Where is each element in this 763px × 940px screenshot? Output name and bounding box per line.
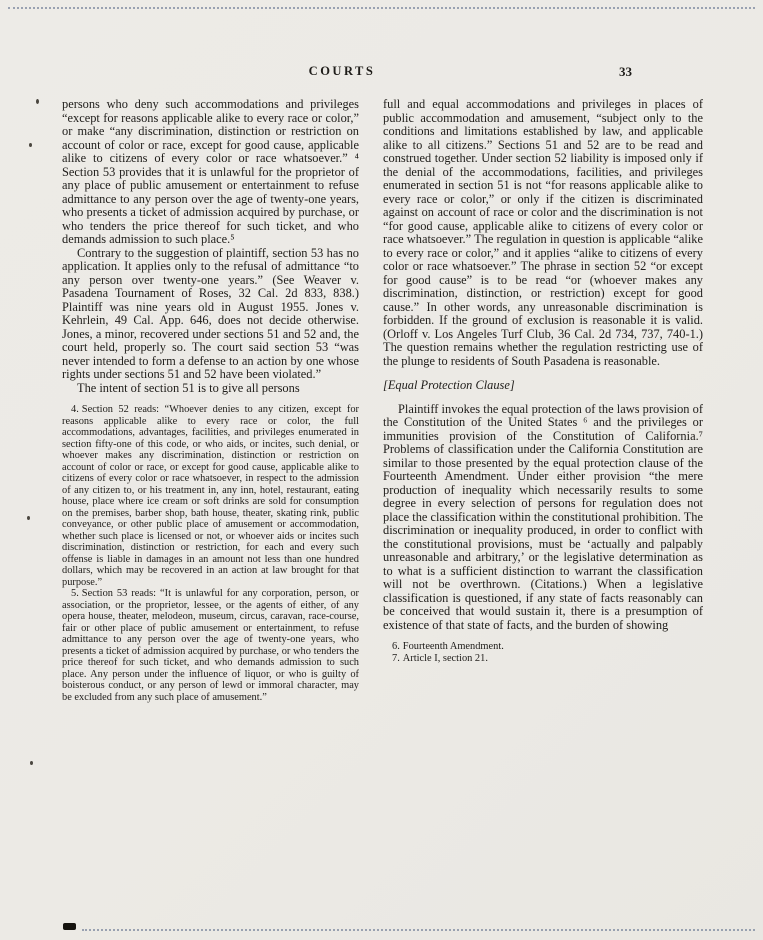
footnote-text: Article I, section 21. <box>402 652 488 664</box>
footnote-number: 4. <box>71 404 79 415</box>
left-column <box>62 98 359 703</box>
scan-perforation-bottom <box>82 929 755 931</box>
right-column <box>383 98 703 703</box>
scan-speck <box>30 761 33 765</box>
footnotes-right <box>383 641 703 664</box>
footnote-4 <box>62 404 359 588</box>
scan-speck <box>27 516 30 520</box>
body-paragraph: full and equal accommodations and privileges in places of public accommodation and amusement, “subject only to the conditions and limitations established by law, and applicable alike to all citizens.” Sections 51 and 52 are to be read and construed together. Under section 52 liability is imposed only if the denial of the accommodations, facilities, and privileges enumerated in section 51 is not “for reasons applicable alike to every race or color,” or only if the citizen is discriminated against on account of race or color and the discrimination is not “for good cause, applicable alike to citizens of every color or race whatsoever.” The regulation in question is applicable “alike to every race or color,” and it applies “alike to citizens of every color or race whatsoever.” The phrase in section 52 “or except for good cause” is to be read “or (whoever makes any discrimination, distinction, or restriction) except for good cause.” In other words, any unreasonable discrimination is forbidden. If the ground of exclusion is reasonable it is valid. (Orloff v. Los Angeles Turf Club, 36 Cal. 2d 734, 737, 740-1.) The question remains whether the regulation restricting use of the plunge to residents of South Pasadena is reasonable. <box>383 97 703 368</box>
text-columns <box>62 98 703 703</box>
footnote-number: 6. <box>392 641 400 652</box>
footnote-text: Section 53 reads: “It is unlawful for any corporation, person, or association, or the proprietor, lessee, or the agents of either, of any opera house, theater, melodeon, museum, circus, caravan, race-course, fair or other place of public amusement or entertainment, to refuse admittance to any person over the age of twenty-one years, who presents a ticket of admission acquired by purchase, or who tenders the price thereof for such ticket, and who demands admission to such place. Any person under the influence of liquor, or who is guilty of boisterous conduct, or any person of lewd or immoral character, may be excluded from any such place of amusement.” <box>62 588 359 703</box>
footnote-text: Section 52 reads: “Whoever denies to any citizen, except for reasons applicable alike to every race or color, the full accommodations, advantages, facilities, and privileges enumerated in section fifty-one of this code, or who aids, or incites, such denial, or whoever makes any discrimination, distinction or restriction on account of color or race, or except for good cause, applicable alike to citizens of every color or race whatsoever, in respect to the admission of any citizen to, or his treatment in, any inn, hotel, restaurant, eating house, place where ice cream or soft drinks are sold for consumption on the premises, barber shop, bath house, theater, skating rink, public conveyance, or other public place of amusement or accommodation, whether such place is licensed or not, or whoever aids or incites such discrimination, distinction or restriction, for each and every such offense is liable in damages in an amount not less than one hundred dollars, which may be recovered in an action at law brought for that purpose.” <box>62 404 359 588</box>
scan-perforation-top <box>8 7 755 9</box>
section-heading: [Equal Protection Clause] <box>383 378 515 392</box>
scan-speck <box>36 99 39 104</box>
footnote-5 <box>62 588 359 703</box>
body-paragraph: Plaintiff invokes the equal protection of the laws provision of the Constitution of the United States ⁶ and the privileges or immunities provision of the Constitution of California.⁷ Problems of classification under the California Constitution are similar to those presented by the equal protection clause of the Fourteenth Amendment. Under either provision “the mere production of inequality which necessarily results to some degree in every selection of persons for regulation does not place the classification within the constitutional prohibition. The discrimination or inequality produced, in order to conflict with the constitutional provisions, must be ‘actually and palpably unreasonable and arbitrary,’ or the legislative determination as to what is a sufficient distinction to warrant the classification will not be overthrown. (Citations.) When a legislative classification is questioned, if any state of facts reasonably can be conceived that would sustain it, there is a presumption of existence of that state of facts, and the burden of showing <box>383 401 703 632</box>
footnotes-left <box>62 404 359 703</box>
footnote-text: Fourteenth Amendment. <box>402 641 504 652</box>
footnote-7 <box>383 653 703 665</box>
scan-artifact <box>63 923 76 930</box>
running-head: COURTS <box>308 64 376 78</box>
footnote-6 <box>383 641 703 653</box>
page-number: 33 <box>619 64 632 79</box>
footnote-number: 5. <box>71 588 79 599</box>
scan-speck <box>29 143 32 147</box>
body-paragraph: The intent of section 51 is to give all persons <box>77 380 300 395</box>
body-paragraph: Contrary to the suggestion of plaintiff, section 53 has no application. It applies only to the refusal of admittance “to any person over twenty-one years.” (See Weaver v. Pasadena Tournament of Roses, 32 Cal. 2d 833, 838.) Plaintiff was nine years old in August 1955. Jones v. Kehrlein, 49 Cal. App. 646, does not decide otherwise. Jones, a minor, recovered under sections 51 and 52 and, the court held, properly so. The court said section 53 “was never intended to form a defense to an action by one whose rights under sections 51 and 52 have been violated.” <box>62 245 359 381</box>
page-header <box>62 64 702 82</box>
footnote-number: 7. <box>392 652 400 664</box>
body-paragraph: persons who deny such accommodations and privileges “except for reasons applicable alike to every race or color,” or make “any discrimination, distinction or restriction on account of color or race, except for good cause, applicable alike to citizens of every color or race whatsoever.” ⁴ Section 53 provides that it is unlawful for the proprietor of any place of public amusement or entertainment to refuse admittance to any person over the age of twenty-one years, who presents a ticket of admission acquired by purchase, or who tenders the price thereof for such ticket, and who demands admission to such place.⁵ <box>62 97 359 246</box>
